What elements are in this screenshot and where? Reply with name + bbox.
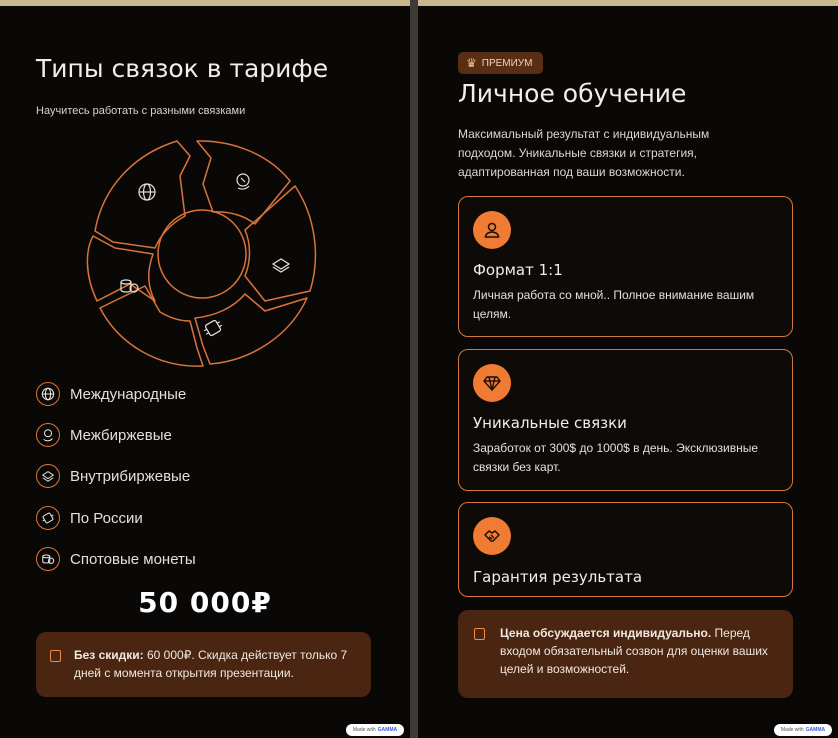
globe-icon	[139, 184, 155, 200]
layers-icon	[273, 259, 289, 272]
slide-right	[418, 6, 838, 738]
card-format	[458, 196, 793, 337]
made-with-badge[interactable]: Made with GAMMA	[774, 724, 832, 736]
note-text: Перед входом обязательный созвон для оценки ваших целей и возможностей.	[500, 626, 768, 676]
note-bold: Цена обсуждается индивидуально.	[500, 626, 712, 640]
list-item-interexchange: Межбиржевые	[36, 423, 172, 447]
handshake-icon	[473, 517, 511, 555]
made-with-badge[interactable]: Made with GAMMA	[346, 724, 404, 736]
list-item-intraexchange: Внутрибиржевые	[36, 464, 190, 488]
slide-divider	[410, 0, 418, 738]
globe-icon	[36, 382, 60, 406]
chip-icon	[36, 506, 60, 530]
page-title-right: Личное обучение	[458, 79, 687, 108]
crown-icon: ♛	[466, 56, 477, 70]
slide-left	[0, 6, 410, 738]
page-subtitle: Научитесь работать с разными связками	[36, 105, 246, 117]
exchange-icon	[237, 174, 249, 189]
card-text: Заработок от 300$ до 1000$ в день. Эксклюзивные связки без карт.	[473, 441, 758, 474]
premium-badge: ♛ ПРЕМИУМ	[458, 52, 543, 74]
list-item-russia: По России	[36, 506, 143, 530]
note-bold: Без скидки:	[74, 648, 144, 662]
diamond-icon	[473, 364, 511, 402]
list-item-international: Международные	[36, 382, 186, 406]
exchange-icon	[36, 423, 60, 447]
page-title: Типы связок в тарифе	[36, 54, 329, 83]
user-icon	[473, 211, 511, 249]
card-text: Личная работа со мной.. Полное внимание вашим целям.	[473, 288, 755, 321]
layers-icon	[36, 464, 60, 488]
list-item-spot-coins: Спотовые монеты	[36, 547, 196, 571]
card-guarantee	[458, 502, 793, 597]
chip-icon	[202, 318, 224, 337]
note-text: 60 000₽. Скидка действует только 7 дней с момента открытия презентации.	[74, 648, 348, 680]
description: Максимальный результат с индивидуальным подходом. Уникальные связки и стратегия, адаптированная под ваши возможности.	[458, 127, 710, 179]
card-title: Гарантия результата	[473, 568, 643, 586]
coins-icon	[36, 547, 60, 571]
card-title: Формат 1:1	[473, 261, 563, 279]
price: 50 000₽	[138, 586, 272, 619]
card-unique	[458, 349, 793, 491]
wheel-diagram	[85, 136, 321, 368]
discount-note	[36, 632, 371, 697]
note-icon	[50, 650, 61, 662]
note-icon	[474, 628, 485, 640]
card-title: Уникальные связки	[473, 414, 627, 432]
price-note	[458, 610, 793, 698]
